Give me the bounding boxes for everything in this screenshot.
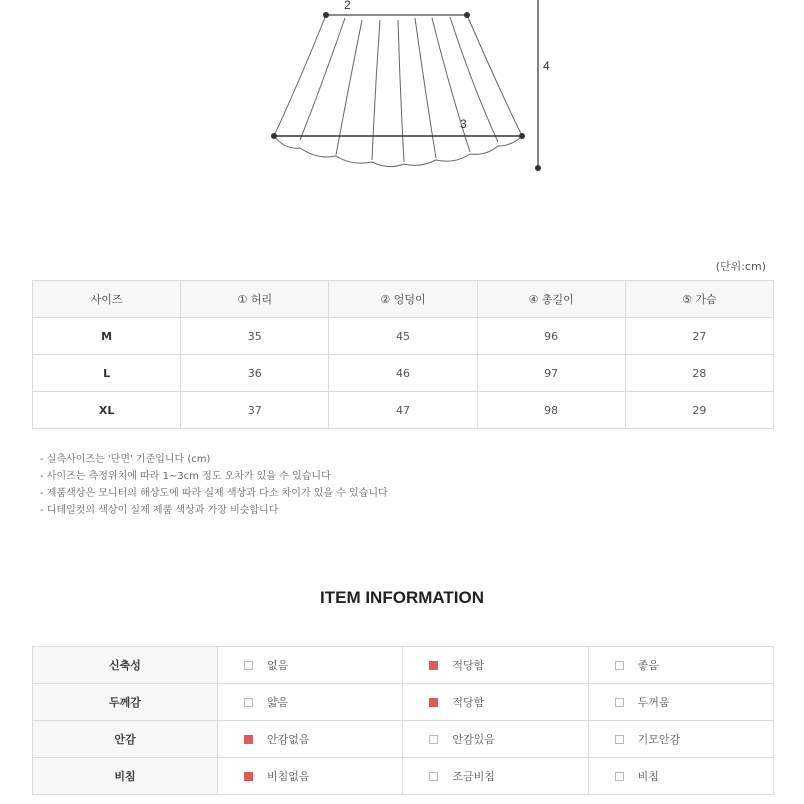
table-row — [33, 758, 774, 795]
item-option — [218, 721, 403, 758]
header-waist: ① 허리 — [181, 281, 329, 318]
item-option-label: 기모안감 — [637, 733, 681, 746]
diagram-label-4: 4 — [543, 59, 550, 73]
item-option-label: 안감없음 — [267, 733, 310, 746]
table-row — [33, 355, 774, 392]
table-cell: 47 — [329, 392, 477, 429]
item-attribute-label: 안감 — [33, 721, 218, 758]
unchecked-box-icon — [615, 698, 624, 707]
header-size: 사이즈 — [33, 281, 181, 318]
table-cell: 27 — [625, 318, 773, 355]
checked-box-icon — [429, 698, 438, 707]
item-attribute-label: 두께감 — [33, 684, 218, 721]
table-cell: 29 — [625, 392, 773, 429]
unchecked-box-icon — [244, 661, 253, 670]
note-line: - 제품색상은 모니터의 해상도에 따라 실제 색상과 다소 차이가 있을 수 있습니다 — [40, 488, 388, 499]
item-option-label: 얇음 — [267, 696, 289, 709]
item-option — [588, 647, 773, 684]
header-total-length: ④ 총길이 — [477, 281, 625, 318]
item-option — [588, 758, 773, 795]
size-label: M — [33, 318, 181, 355]
skirt-measurement-diagram — [0, 0, 804, 200]
item-option-label: 비침 — [637, 770, 659, 783]
item-attribute-label: 신축성 — [33, 647, 218, 684]
item-option-label: 없음 — [267, 659, 289, 672]
item-option — [403, 684, 588, 721]
size-label: L — [33, 355, 181, 392]
size-notes — [40, 451, 388, 519]
item-option — [403, 758, 588, 795]
diagram-label-3: 3 — [460, 117, 467, 131]
item-option-label: 좋음 — [637, 659, 659, 672]
item-option — [218, 758, 403, 795]
unchecked-box-icon — [429, 735, 438, 744]
item-option-label: 안감있음 — [452, 733, 495, 746]
table-cell: 96 — [477, 318, 625, 355]
item-option — [588, 721, 773, 758]
table-cell: 35 — [181, 318, 329, 355]
unchecked-box-icon — [244, 698, 253, 707]
table-cell: 97 — [477, 355, 625, 392]
unchecked-box-icon — [429, 772, 438, 781]
item-option — [588, 684, 773, 721]
item-option — [218, 684, 403, 721]
item-option — [403, 647, 588, 684]
item-attribute-label: 비침 — [33, 758, 218, 795]
size-table-header-row — [33, 281, 774, 318]
checked-box-icon — [429, 661, 438, 670]
table-row — [33, 392, 774, 429]
table-cell: 37 — [181, 392, 329, 429]
note-line: - 사이즈는 측정위치에 따라 1~3cm 정도 오차가 있을 수 있습니다 — [40, 471, 331, 482]
diagram-label-2: 2 — [344, 0, 351, 12]
table-row — [33, 721, 774, 758]
note-line: - 실측사이즈는 '단면' 기준입니다 (cm) — [40, 454, 211, 465]
item-information-table — [32, 646, 774, 795]
note-line: - 디테일컷의 색상이 실제 제품 색상과 가장 비슷합니다 — [40, 505, 279, 516]
table-cell: 28 — [625, 355, 773, 392]
unchecked-box-icon — [615, 772, 624, 781]
item-option — [218, 647, 403, 684]
checked-box-icon — [244, 735, 253, 744]
header-chest: ⑤ 가슴 — [625, 281, 773, 318]
item-option-label: 조금비침 — [452, 770, 495, 783]
unchecked-box-icon — [615, 735, 624, 744]
table-cell: 46 — [329, 355, 477, 392]
header-hip: ② 엉덩이 — [329, 281, 477, 318]
unchecked-box-icon — [615, 661, 624, 670]
size-table — [32, 280, 774, 429]
checked-box-icon — [244, 772, 253, 781]
table-cell: 45 — [329, 318, 477, 355]
table-row — [33, 684, 774, 721]
item-information-title: ITEM INFORMATION — [320, 588, 484, 607]
item-option — [403, 721, 588, 758]
table-cell: 98 — [477, 392, 625, 429]
item-option-label: 적당함 — [452, 659, 485, 672]
table-row — [33, 318, 774, 355]
item-option-label: 적당함 — [452, 696, 485, 709]
table-cell: 36 — [181, 355, 329, 392]
size-label: XL — [33, 392, 181, 429]
item-option-label: 두꺼움 — [637, 696, 670, 709]
table-row — [33, 647, 774, 684]
item-option-label: 비침없음 — [267, 770, 310, 783]
unit-note: (단위:cm) — [715, 260, 766, 273]
